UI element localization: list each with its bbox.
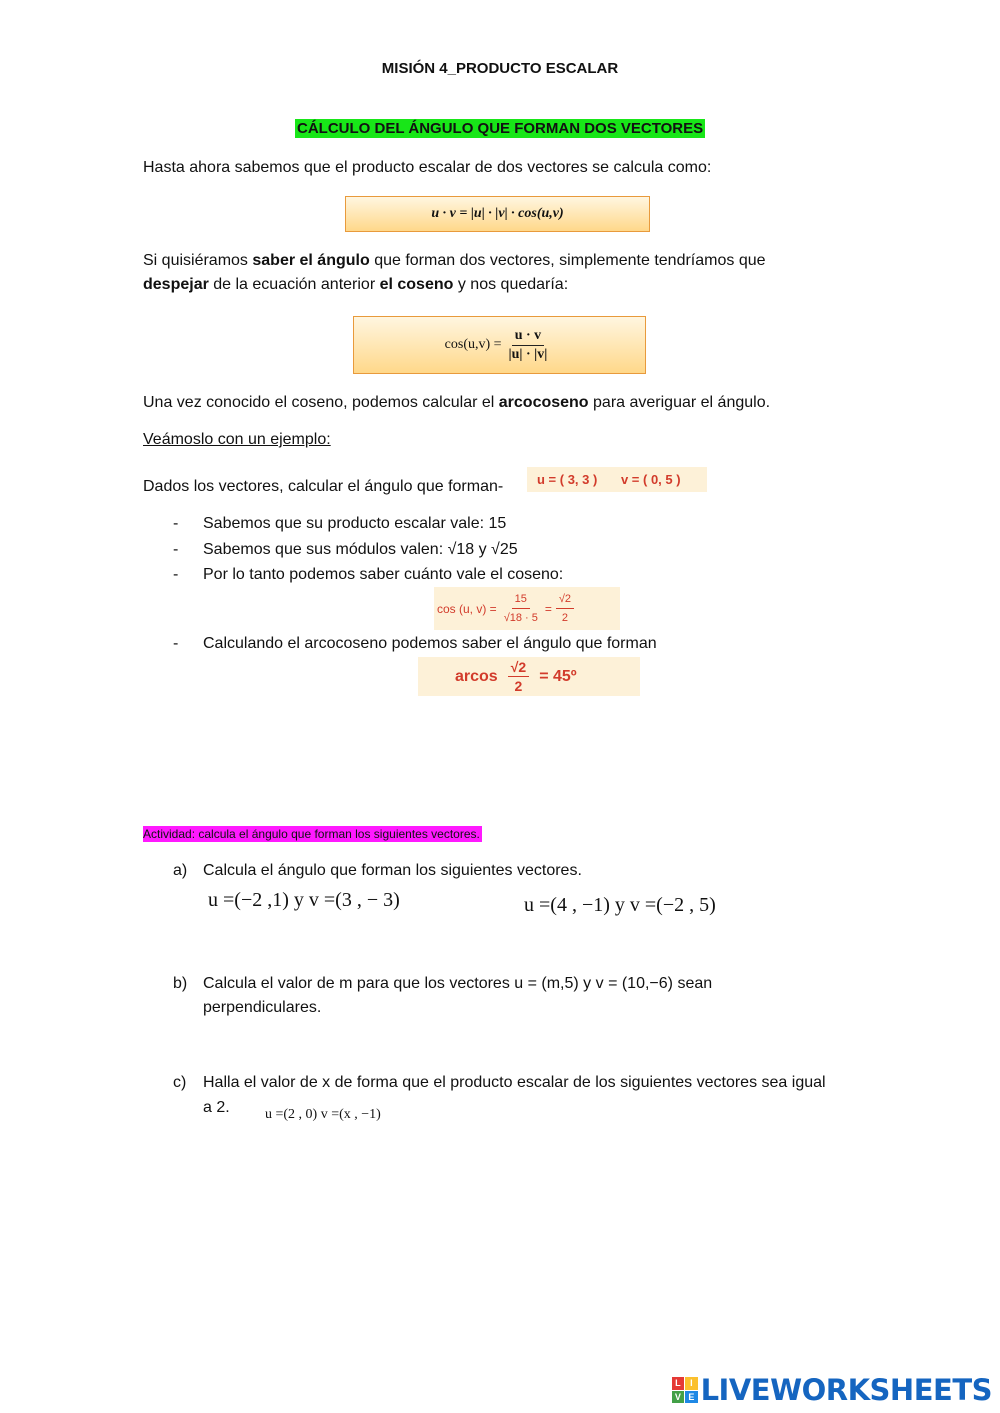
bullet-modules: Sabemos que sus módulos valen: √18 y √25 xyxy=(203,541,518,558)
arccos-result-box xyxy=(418,657,640,696)
activity-b-line2: perpendiculares. xyxy=(203,999,322,1016)
bullet-dash: - xyxy=(173,541,179,558)
intro-text: Hasta ahora sabemos que el producto escalar de dos vectores se calcula como: xyxy=(143,159,712,176)
example-vector-u: u = ( 3, 3 ) xyxy=(537,472,598,487)
arccos-label: arcos xyxy=(455,667,498,685)
cosine-formula-fraction xyxy=(506,327,551,364)
cosine-result-box: cos (u, v) = $\frac{15}{√18 \cdot 5}$ = $\frac{√2}{2}$ xyxy=(434,587,620,630)
activity-c-line1: Halla el valor de x de forma que el producto escalar de los siguientes vectores sea igual xyxy=(203,1074,826,1091)
bullet-dash: - xyxy=(173,635,179,652)
cosine-result-fraction: $\frac{15}{√18 \cdot 5}$ xyxy=(501,590,541,627)
activity-b-line1: Calcula el valor de m para que los vectores u = (m,5) y v = (10,−6) sean xyxy=(203,975,713,992)
cosine-formula-numerator: u · v xyxy=(512,327,544,346)
liveworksheets-logo xyxy=(672,1373,992,1407)
page-title: MISIÓN 4_PRODUCTO ESCALAR xyxy=(381,60,619,77)
paragraph-arccos: Una vez conocido el coseno, podemos calcular el arcocoseno para averiguar el ángulo. xyxy=(143,394,771,411)
arccos-angle: = 45º xyxy=(539,667,577,685)
example-heading: Veámoslo con un ejemplo: xyxy=(143,431,331,448)
cosine-formula-denominator: |u| · |v| xyxy=(508,346,548,362)
cosine-result-lhs: cos (u, v) = xyxy=(437,601,497,616)
activity-c-marker: c) xyxy=(173,1074,187,1091)
liveworksheets-logo-icon: L I V E xyxy=(672,1377,698,1403)
example-prompt: Dados los vectores, calcular el ángulo que forman- xyxy=(143,478,504,495)
dot-product-formula: u · v = |u| · |v| · cos(u,v) xyxy=(431,206,564,221)
arccos-fraction: $\frac{√2}{2}$ xyxy=(508,658,529,695)
section-subtitle: CÁLCULO DEL ÁNGULO QUE FORMAN DOS VECTORES xyxy=(297,120,704,137)
bullet-dash: - xyxy=(173,566,179,583)
dot-product-formula-box xyxy=(345,196,650,232)
activity-c-vectors: u =(2 , 0) v =(x , −1) xyxy=(265,1107,381,1122)
activity-b-marker: b) xyxy=(173,975,188,992)
bullet-cosine: Por lo tanto podemos saber cuánto vale el coseno: xyxy=(203,566,564,583)
activity-c-line2: a 2. xyxy=(203,1099,230,1116)
activity-a-vector-pair-2: u =(4 , −1) y v =(−2 , 5) xyxy=(524,894,716,916)
bullet-scalar-product: Sabemos que su producto escalar vale: 15 xyxy=(203,515,507,532)
example-vector-v: v = ( 0, 5 ) xyxy=(620,472,681,487)
activity-a-marker: a) xyxy=(173,862,188,879)
bullet-arccos: Calculando el arcocoseno podemos saber el ángulo que forman xyxy=(203,635,657,652)
bullet-dash: - xyxy=(173,515,179,532)
paragraph-isolate-angle-line2: despejar de la ecuación anterior el coseno y nos quedaría: xyxy=(143,276,569,293)
example-vectors xyxy=(527,467,707,492)
liveworksheets-logo-text: LIVEWORKSHEETS xyxy=(700,1373,992,1407)
activity-a-vector-pair-1: u =(−2 ,1) y v =(3 , − 3) xyxy=(208,889,400,911)
cosine-formula-box xyxy=(353,316,646,374)
cosine-result-simplified: $\frac{√2}{2}$ xyxy=(556,590,574,627)
paragraph-isolate-angle-line1: Si quisiéramos saber el ángulo que forman dos vectores, simplemente tendríamos que xyxy=(143,252,766,269)
activity-a-text: Calcula el ángulo que forman los siguientes vectores. xyxy=(203,862,582,879)
cosine-formula-lhs: cos(u,v) = xyxy=(444,337,502,352)
activity-label: Actividad: calcula el ángulo que forman los siguientes vectores. xyxy=(143,827,480,841)
